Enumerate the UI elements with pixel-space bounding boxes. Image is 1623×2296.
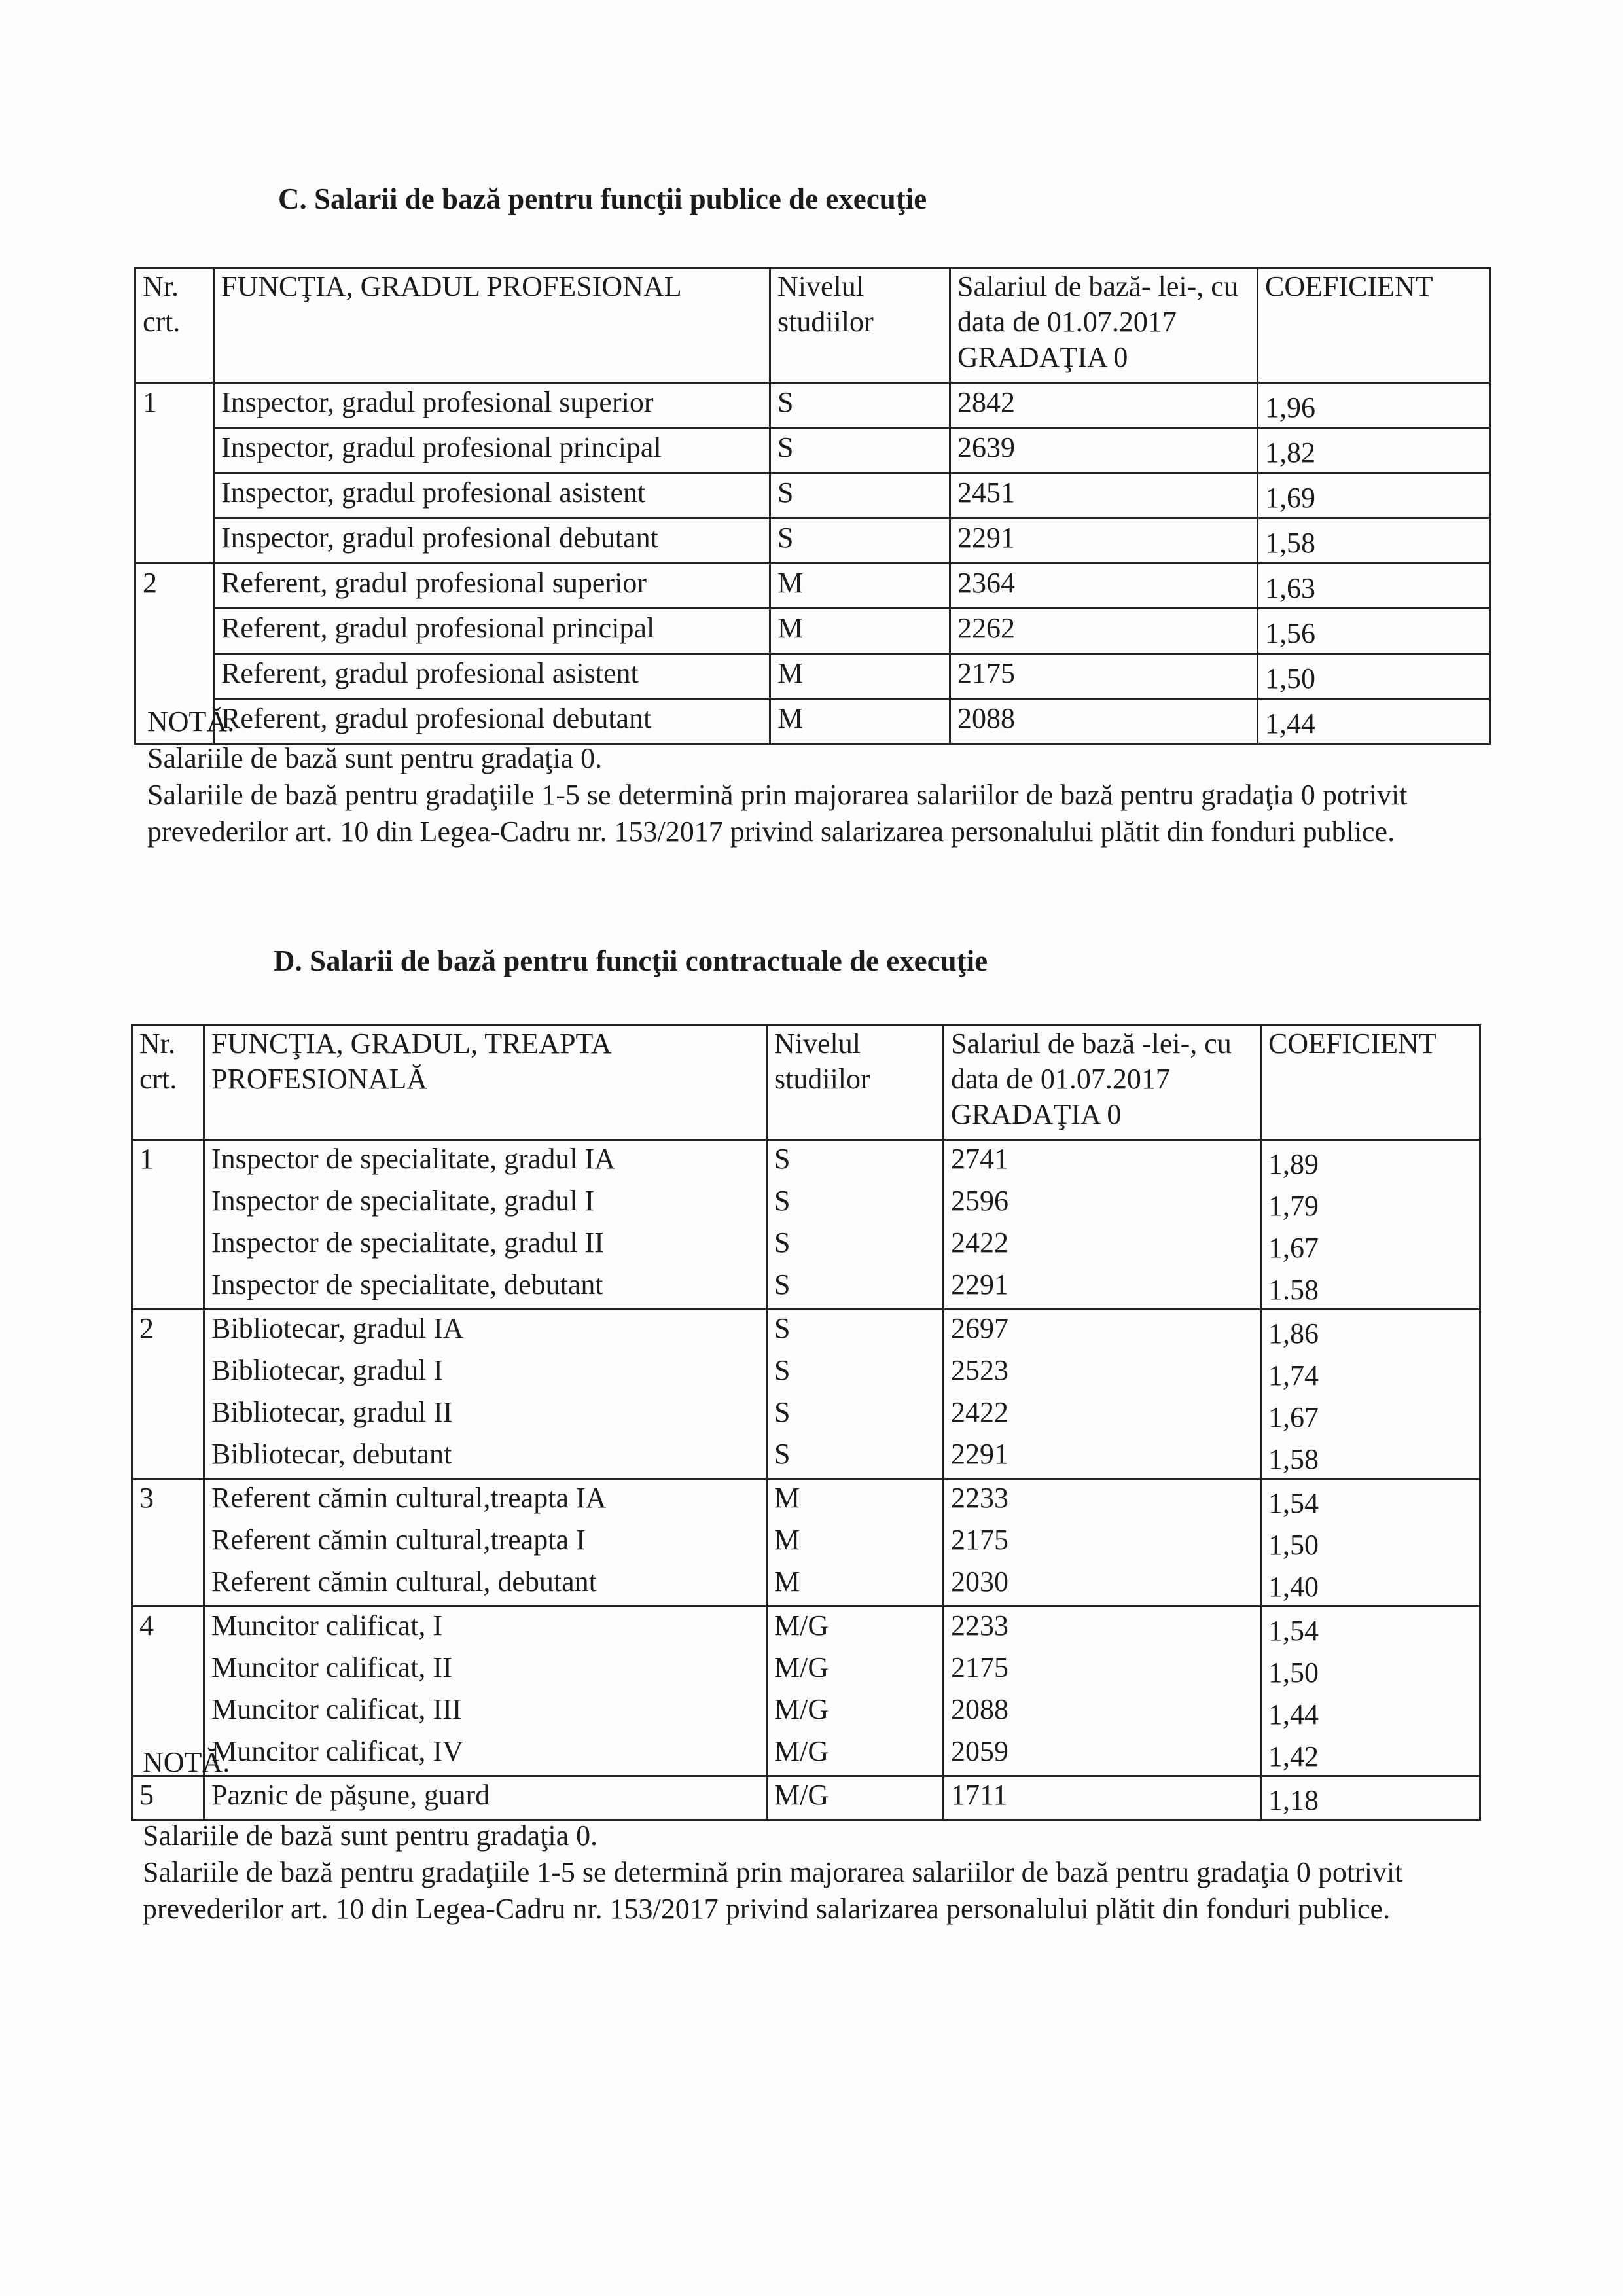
table-row	[135, 518, 1490, 564]
row-functia: Bibliotecar, debutant	[204, 1436, 767, 1479]
row-coeficient: 1,44	[1258, 699, 1490, 744]
row-salariu: 2291	[944, 1266, 1261, 1310]
row-coeficient: 1,40	[1261, 1564, 1480, 1607]
row-functia: Inspector, gradul profesional debutant	[214, 518, 770, 564]
row-salariu: 2291	[950, 518, 1258, 564]
row-nivel: S	[770, 473, 950, 518]
row-functia: Referent, gradul profesional asistent	[214, 654, 770, 699]
table-row	[132, 1649, 1480, 1691]
row-nr-empty	[132, 1183, 204, 1225]
row-coeficient: 1,50	[1261, 1649, 1480, 1691]
row-functia: Inspector de specialitate, gradul II	[204, 1225, 767, 1266]
header-functia: FUNCŢIA, GRADUL, TREAPTA PROFESIONALĂ	[204, 1026, 767, 1140]
row-nr	[135, 473, 214, 518]
row-coeficient: 1,96	[1258, 383, 1490, 428]
row-functia: Referent cămin cultural,treapta I	[204, 1522, 767, 1564]
row-nr	[135, 609, 214, 654]
row-coeficient: 1,86	[1261, 1310, 1480, 1353]
row-coeficient: 1,58	[1261, 1436, 1480, 1479]
row-nr: 5	[132, 1776, 204, 1820]
row-coeficient: 1,44	[1261, 1691, 1480, 1733]
row-nivel: S	[770, 428, 950, 473]
row-nr-empty	[132, 1225, 204, 1266]
section-c-note	[147, 704, 1489, 850]
row-salariu: 2422	[944, 1394, 1261, 1436]
row-nr-empty	[132, 1352, 204, 1394]
row-salariu: 2233	[944, 1479, 1261, 1522]
row-nivel: M/G	[767, 1733, 944, 1776]
note-line: Salariile de bază pentru gradaţiile 1-5 se determină prin majorarea salariilor de bază pentru gradaţia 0 potrivit prevederilor art. 10 din Legea-Cadru nr. 153/2017 privind salarizarea personalului plătit din fonduri publice.	[143, 1856, 1403, 1925]
table-row	[132, 1140, 1480, 1183]
header-nr: Nr. crt.	[135, 268, 214, 383]
row-salariu: 2741	[944, 1140, 1261, 1183]
table-row	[135, 428, 1490, 473]
row-salariu: 2523	[944, 1352, 1261, 1394]
row-coeficient: 1,50	[1258, 654, 1490, 699]
table-row	[132, 1691, 1480, 1733]
header-salariu: Salariul de bază -lei-, cu data de 01.07.2017 GRADAŢIA 0	[944, 1026, 1261, 1140]
row-functia: Inspector, gradul profesional principal	[214, 428, 770, 473]
row-coeficient: 1,67	[1261, 1225, 1480, 1266]
row-coeficient: 1,54	[1261, 1479, 1480, 1522]
row-nr	[135, 518, 214, 564]
note-line: Salariile de bază sunt pentru gradaţia 0.	[147, 742, 603, 774]
row-salariu: 2175	[944, 1649, 1261, 1691]
row-nivel: S	[767, 1266, 944, 1310]
row-nivel: S	[770, 518, 950, 564]
row-nivel: M	[767, 1479, 944, 1522]
row-salariu: 2175	[944, 1522, 1261, 1564]
table-row	[132, 1225, 1480, 1266]
row-coeficient: 1,50	[1261, 1522, 1480, 1564]
row-coeficient: 1,63	[1258, 564, 1490, 609]
row-coeficient: 1,69	[1258, 473, 1490, 518]
row-coeficient: 1,54	[1261, 1607, 1480, 1650]
section-d-note	[143, 1744, 1484, 1928]
row-salariu: 2639	[950, 428, 1258, 473]
table-header-row	[132, 1026, 1480, 1140]
row-coeficient: 1,58	[1258, 518, 1490, 564]
table-row	[132, 1183, 1480, 1225]
row-functia: Inspector de specialitate, gradul I	[204, 1183, 767, 1225]
row-nivel: S	[767, 1183, 944, 1225]
row-coeficient: 1,74	[1261, 1352, 1480, 1394]
row-nr-empty	[132, 1691, 204, 1733]
row-salariu: 2364	[950, 564, 1258, 609]
row-functia: Paznic de păşune, guard	[204, 1776, 767, 1820]
row-nr	[135, 654, 214, 699]
row-coeficient: 1,56	[1258, 609, 1490, 654]
row-nivel: M	[770, 654, 950, 699]
row-nr	[135, 428, 214, 473]
row-functia: Referent, gradul profesional superior	[214, 564, 770, 609]
row-salariu: 2233	[944, 1607, 1261, 1650]
row-coeficient: 1,18	[1261, 1776, 1480, 1820]
row-nr-empty	[132, 1522, 204, 1564]
header-coeficient: COEFICIENT	[1261, 1026, 1480, 1140]
row-nivel: S	[767, 1394, 944, 1436]
row-salariu: 2596	[944, 1183, 1261, 1225]
row-nivel: S	[767, 1140, 944, 1183]
row-salariu: 1711	[944, 1776, 1261, 1820]
row-nr-empty	[132, 1266, 204, 1310]
row-salariu: 2291	[944, 1436, 1261, 1479]
table-row	[135, 609, 1490, 654]
table-row	[135, 383, 1490, 428]
row-salariu: 2697	[944, 1310, 1261, 1353]
table-row	[132, 1352, 1480, 1394]
note-title: NOTĂ.	[143, 1746, 230, 1778]
row-functia: Referent, gradul profesional debutant	[214, 699, 770, 744]
table-row	[135, 473, 1490, 518]
note-title: NOTĂ.	[147, 706, 235, 738]
row-nivel: M	[770, 609, 950, 654]
row-nivel: M/G	[767, 1776, 944, 1820]
row-functia: Inspector de specialitate, debutant	[204, 1266, 767, 1310]
row-salariu: 2451	[950, 473, 1258, 518]
row-nr: 2	[132, 1310, 204, 1353]
row-nivel: S	[767, 1352, 944, 1394]
section-c-title: C. Salarii de bază pentru funcţii publice de execuţie	[278, 183, 927, 215]
row-functia: Muncitor calificat, III	[204, 1691, 767, 1733]
row-coeficient: 1,89	[1261, 1140, 1480, 1183]
row-nr: 1	[132, 1140, 204, 1183]
row-nivel: S	[767, 1310, 944, 1353]
section-d-title: D. Salarii de bază pentru funcţii contractuale de execuţie	[274, 944, 988, 977]
row-functia: Referent, gradul profesional principal	[214, 609, 770, 654]
row-nr-empty	[132, 1436, 204, 1479]
row-nr: 1	[135, 383, 214, 428]
header-functia: FUNCŢIA, GRADUL PROFESIONAL	[214, 268, 770, 383]
row-functia: Referent cămin cultural, debutant	[204, 1564, 767, 1607]
row-salariu: 2088	[950, 699, 1258, 744]
row-coeficient: 1,42	[1261, 1733, 1480, 1776]
row-salariu: 2175	[950, 654, 1258, 699]
row-functia: Bibliotecar, gradul II	[204, 1394, 767, 1436]
row-nivel: S	[767, 1225, 944, 1266]
table-row	[132, 1607, 1480, 1650]
row-functia: Muncitor calificat, I	[204, 1607, 767, 1650]
row-nivel: M	[767, 1564, 944, 1607]
table-row	[132, 1522, 1480, 1564]
table-row	[132, 1394, 1480, 1436]
section-c-table	[134, 267, 1491, 745]
note-line: Salariile de bază pentru gradaţiile 1-5 se determină prin majorarea salariilor de bază pentru gradaţia 0 potrivit prevederilor art. 10 din Legea-Cadru nr. 153/2017 privind salarizarea personalului plătit din fonduri publice.	[147, 779, 1408, 848]
row-nivel: M/G	[767, 1607, 944, 1650]
row-coeficient: 1.58	[1261, 1266, 1480, 1310]
section-d-table	[131, 1024, 1481, 1821]
header-coeficient: COEFICIENT	[1258, 268, 1490, 383]
header-nr: Nr. crt.	[132, 1026, 204, 1140]
row-nivel: M	[767, 1522, 944, 1564]
row-nr: 3	[132, 1479, 204, 1522]
row-nivel: M/G	[767, 1649, 944, 1691]
row-nivel: S	[770, 383, 950, 428]
table-row	[135, 564, 1490, 609]
row-functia: Muncitor calificat, II	[204, 1649, 767, 1691]
row-nivel: M/G	[767, 1691, 944, 1733]
row-nivel: M	[770, 564, 950, 609]
note-line: Salariile de bază sunt pentru gradaţia 0.	[143, 1820, 598, 1852]
row-nr: 2	[135, 564, 214, 609]
row-coeficient: 1,67	[1261, 1394, 1480, 1436]
row-functia: Bibliotecar, gradul IA	[204, 1310, 767, 1353]
row-nr-empty	[132, 1649, 204, 1691]
row-salariu: 2262	[950, 609, 1258, 654]
row-functia: Bibliotecar, gradul I	[204, 1352, 767, 1394]
table-row	[135, 654, 1490, 699]
row-functia: Muncitor calificat, IV	[204, 1733, 767, 1776]
row-functia: Referent cămin cultural,treapta IA	[204, 1479, 767, 1522]
row-nr: 4	[132, 1607, 204, 1650]
header-nivel: Nivelul studiilor	[770, 268, 950, 383]
row-functia: Inspector de specialitate, gradul IA	[204, 1140, 767, 1183]
table-header-row	[135, 268, 1490, 383]
row-nr-empty	[132, 1564, 204, 1607]
row-nivel: M	[770, 699, 950, 744]
table-row	[132, 1266, 1480, 1310]
header-nivel: Nivelul studiilor	[767, 1026, 944, 1140]
row-salariu: 2088	[944, 1691, 1261, 1733]
header-salariu: Salariul de bază- lei-, cu data de 01.07.2017 GRADAŢIA 0	[950, 268, 1258, 383]
row-salariu: 2030	[944, 1564, 1261, 1607]
row-salariu: 2842	[950, 383, 1258, 428]
table-row	[132, 1436, 1480, 1479]
table-row	[132, 1479, 1480, 1522]
row-functia: Inspector, gradul profesional superior	[214, 383, 770, 428]
row-nivel: S	[767, 1436, 944, 1479]
row-coeficient: 1,82	[1258, 428, 1490, 473]
row-salariu: 2059	[944, 1733, 1261, 1776]
table-row	[132, 1564, 1480, 1607]
row-nr-empty	[132, 1394, 204, 1436]
row-coeficient: 1,79	[1261, 1183, 1480, 1225]
row-functia: Inspector, gradul profesional asistent	[214, 473, 770, 518]
row-salariu: 2422	[944, 1225, 1261, 1266]
table-row	[132, 1310, 1480, 1353]
